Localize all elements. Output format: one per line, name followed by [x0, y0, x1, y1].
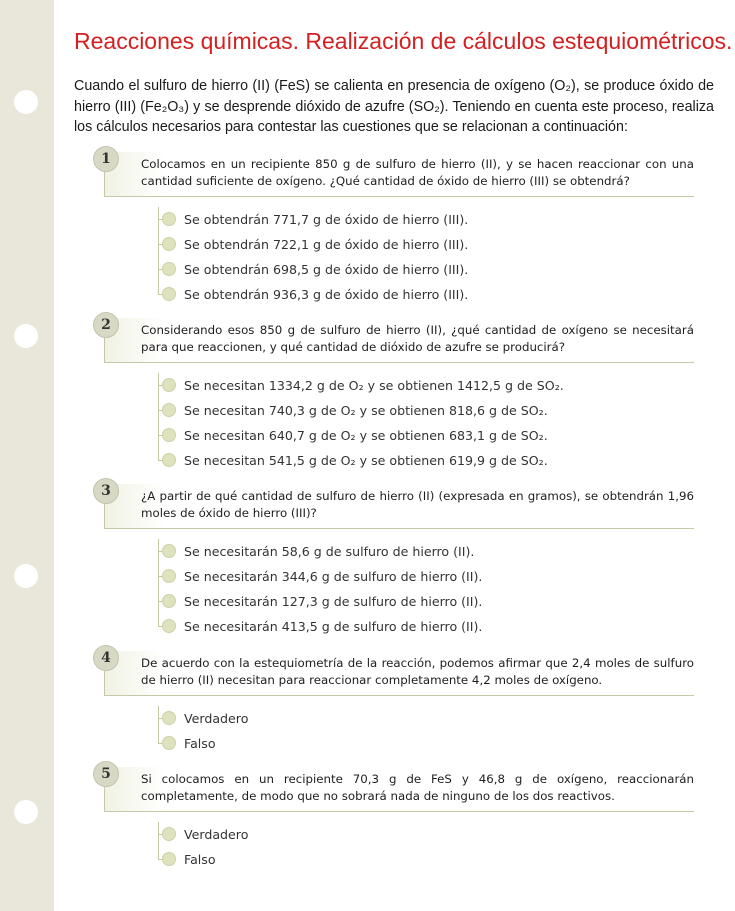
- question-number-badge: 5: [93, 761, 119, 787]
- binder-hole: [14, 90, 38, 114]
- option[interactable]: [158, 822, 694, 847]
- question-text: ¿A partir de qué cantidad de sulfuro de hierro (II) (expresada en gramos), se obtendrán 1,96 moles de óxido de hierro (III)?: [141, 489, 694, 520]
- option-label: Verdadero: [184, 827, 249, 842]
- option[interactable]: [158, 589, 694, 614]
- option[interactable]: [158, 614, 694, 639]
- option-label: Se necesitan 1334,2 g de O₂ y se obtienen 1412,5 g de SO₂.: [184, 378, 564, 393]
- radio-button[interactable]: [162, 403, 176, 417]
- radio-button[interactable]: [162, 212, 176, 226]
- radio-button[interactable]: [162, 852, 176, 866]
- question-text: Si colocamos en un recipiente 70,3 g de FeS y 46,8 g de oxígeno, reaccionarán completamente, de modo que no sobrará nada de ninguno de los dos reactivos.: [141, 772, 694, 803]
- option[interactable]: [158, 282, 694, 307]
- page-title: Reacciones químicas. Realización de cálculos estequiométricos.: [74, 28, 733, 54]
- radio-button[interactable]: [162, 237, 176, 251]
- radio-button[interactable]: [162, 711, 176, 725]
- option[interactable]: [158, 232, 694, 257]
- binder-margin: [0, 0, 54, 911]
- option-label: Se necesitarán 58,6 g de sulfuro de hierro (II).: [184, 544, 475, 559]
- radio-button[interactable]: [162, 736, 176, 750]
- intro-paragraph: Cuando el sulfuro de hierro (II) (FeS) se calienta en presencia de oxígeno (O₂), se produce óxido de hierro (III) (Fe₂O₃) y se desprende dióxido de azufre (SO₂). Teniendo en cuenta este proceso, realiza los cálculos necesarios para contestar las cuestiones que se relacionan a continuación:: [74, 78, 714, 135]
- question-number-badge: 1: [93, 146, 119, 172]
- options-list: [158, 539, 694, 639]
- option[interactable]: [158, 373, 694, 398]
- option-label: Falso: [184, 852, 216, 867]
- option[interactable]: [158, 731, 694, 756]
- option-label: Se obtendrán 936,3 g de óxido de hierro (III).: [184, 287, 469, 302]
- options-list: [158, 706, 694, 756]
- question-text: Considerando esos 850 g de sulfuro de hierro (II), ¿qué cantidad de oxígeno se necesitará para que reaccionen, y qué cantidad de dióxido de azufre se producirá?: [141, 323, 694, 354]
- radio-button[interactable]: [162, 619, 176, 633]
- option-label: Se obtendrán 698,5 g de óxido de hierro (III).: [184, 262, 469, 277]
- option[interactable]: [158, 706, 694, 731]
- option[interactable]: [158, 398, 694, 423]
- option[interactable]: [158, 257, 694, 282]
- radio-button[interactable]: [162, 594, 176, 608]
- question-text: Colocamos en un recipiente 850 g de sulfuro de hierro (II), y se hacen reaccionar con una cantidad suficiente de oxígeno. ¿Qué cantidad de óxido de hierro (III) se obtendrá?: [141, 157, 694, 188]
- radio-button[interactable]: [162, 827, 176, 841]
- question-header: [101, 650, 694, 696]
- question-header: [101, 766, 694, 812]
- option[interactable]: [158, 448, 694, 473]
- options-list: [158, 373, 694, 473]
- options-list: [158, 207, 694, 307]
- option-label: Se necesitarán 344,6 g de sulfuro de hierro (II).: [184, 569, 483, 584]
- question-number-badge: 3: [93, 478, 119, 504]
- question-header: [101, 483, 694, 529]
- radio-button[interactable]: [162, 453, 176, 467]
- question-header: [101, 317, 694, 363]
- option[interactable]: [158, 207, 694, 232]
- option[interactable]: [158, 564, 694, 589]
- binder-hole: [14, 324, 38, 348]
- binder-hole: [14, 800, 38, 824]
- radio-button[interactable]: [162, 287, 176, 301]
- option-label: Se necesitan 740,3 g de O₂ y se obtienen 818,6 g de SO₂.: [184, 403, 548, 418]
- option-label: Falso: [184, 736, 216, 751]
- options-list: [158, 822, 694, 872]
- question-header: [101, 151, 694, 197]
- question-4: [101, 650, 694, 756]
- question-number-badge: 2: [93, 312, 119, 338]
- option-label: Se obtendrán 771,7 g de óxido de hierro (III).: [184, 212, 469, 227]
- option-label: Se necesitarán 413,5 g de sulfuro de hierro (II).: [184, 619, 483, 634]
- question-3: [101, 483, 694, 639]
- radio-button[interactable]: [162, 262, 176, 276]
- radio-button[interactable]: [162, 544, 176, 558]
- radio-button[interactable]: [162, 378, 176, 392]
- question-5: [101, 766, 694, 872]
- option-label: Se necesitan 541,5 g de O₂ y se obtienen 619,9 g de SO₂.: [184, 453, 548, 468]
- option-label: Se obtendrán 722,1 g de óxido de hierro (III).: [184, 237, 469, 252]
- option-label: Se necesitarán 127,3 g de sulfuro de hierro (II).: [184, 594, 483, 609]
- worksheet-page: [54, 0, 735, 911]
- question-1: [101, 151, 694, 307]
- question-text: De acuerdo con la estequiometría de la reacción, podemos afirmar que 2,4 moles de sulfuro de hierro (II) necesitan para reaccionar completamente 4,2 moles de oxígeno.: [141, 656, 694, 687]
- option[interactable]: [158, 847, 694, 872]
- radio-button[interactable]: [162, 428, 176, 442]
- question-number-badge: 4: [93, 645, 119, 671]
- option-label: Verdadero: [184, 711, 249, 726]
- radio-button[interactable]: [162, 569, 176, 583]
- binder-hole: [14, 564, 38, 588]
- option[interactable]: [158, 539, 694, 564]
- option[interactable]: [158, 423, 694, 448]
- question-2: [101, 317, 694, 473]
- option-label: Se necesitan 640,7 g de O₂ y se obtienen 683,1 g de SO₂.: [184, 428, 548, 443]
